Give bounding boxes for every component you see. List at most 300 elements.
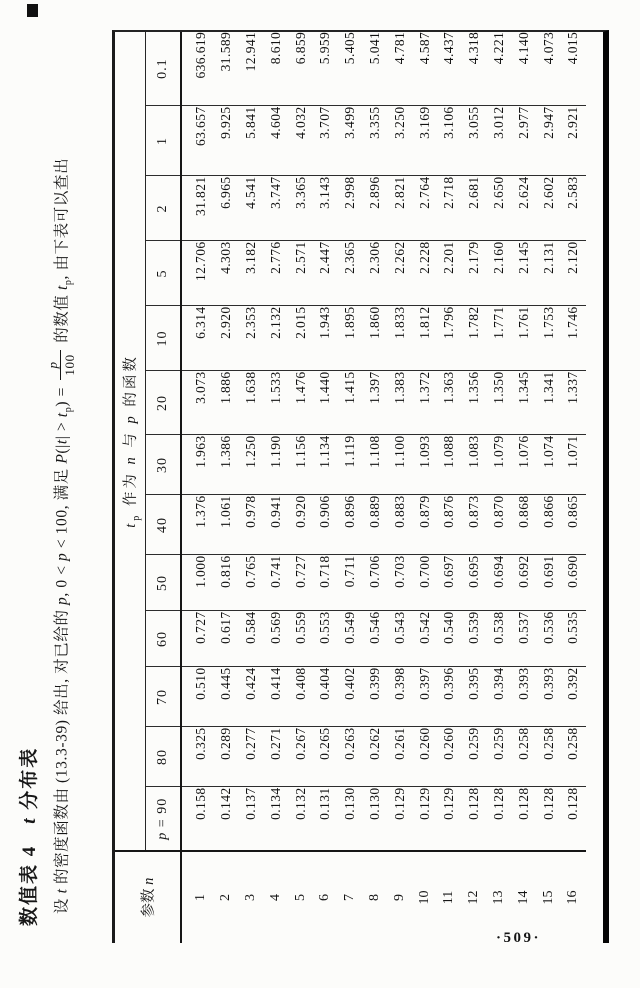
t-value-cell: 2.821 (387, 176, 412, 241)
t-value-cell: 0.261 (387, 727, 412, 787)
t-value-cell: 1.943 (313, 306, 338, 371)
t-value-cell: 0.393 (511, 667, 536, 727)
t-value-cell: 2.160 (487, 241, 512, 306)
table-row (561, 32, 586, 943)
t-value-cell: 0.711 (338, 555, 363, 611)
p-column-header: 70 (146, 667, 182, 727)
t-value-cell: 6.965 (214, 176, 239, 241)
t-value-cell: 0.134 (263, 787, 288, 851)
intro-text: , 由下表可以查出 (53, 157, 71, 280)
t-value-cell: 2.583 (561, 176, 586, 241)
header-var-n: n (122, 454, 139, 465)
t-value-cell: 3.365 (288, 176, 313, 241)
t-value-cell: 0.703 (387, 555, 412, 611)
p-column-header: 5 (146, 241, 182, 306)
t-value-cell: 0.325 (181, 727, 214, 787)
t-value-cell: 1.895 (338, 306, 363, 371)
t-value-cell: 0.289 (214, 727, 239, 787)
t-value-cell: 0.549 (338, 611, 363, 667)
t-value-cell: 4.140 (511, 32, 536, 106)
t-value-cell: 0.399 (363, 667, 388, 727)
t-value-cell: 0.132 (288, 787, 313, 851)
p-column-header: 10 (146, 306, 182, 371)
intro-text: | > (53, 417, 71, 440)
row-label-n: 16 (561, 851, 586, 943)
t-value-cell: 2.179 (462, 241, 487, 306)
t-value-cell: 2.228 (412, 241, 437, 306)
t-value-cell: 1.386 (214, 435, 239, 495)
row-label-n: 9 (387, 851, 412, 943)
t-value-cell: 0.868 (511, 495, 536, 555)
t-value-cell: 3.747 (263, 176, 288, 241)
table-row (487, 32, 512, 943)
t-value-cell: 0.414 (263, 667, 288, 727)
t-value-cell: 0.128 (462, 787, 487, 851)
t-value-cell: 1.088 (437, 435, 462, 495)
t-value-cell: 4.073 (536, 32, 561, 106)
intro-var: t (53, 439, 71, 445)
t-value-cell: 0.539 (462, 611, 487, 667)
t-value-cell: 636.619 (181, 32, 214, 106)
t-value-cell: 0.262 (363, 727, 388, 787)
t-value-cell: 0.741 (263, 555, 288, 611)
t-value-cell: 2.681 (462, 176, 487, 241)
t-value-cell: 0.695 (462, 555, 487, 611)
row-label-n: 3 (239, 851, 264, 943)
intro-text: ) = (53, 382, 71, 407)
t-value-cell: 0.142 (214, 787, 239, 851)
row-label-n: 13 (487, 851, 512, 943)
t-value-cell: 12.706 (181, 241, 214, 306)
t-value-cell: 3.055 (462, 106, 487, 176)
t-value-cell: 1.383 (387, 371, 412, 435)
t-value-cell: 0.546 (363, 611, 388, 667)
t-value-cell: 9.925 (214, 106, 239, 176)
t-value-cell: 1.397 (363, 371, 388, 435)
t-value-cell: 2.571 (288, 241, 313, 306)
t-value-cell: 1.372 (412, 371, 437, 435)
t-value-cell: 2.132 (263, 306, 288, 371)
corner-var-n: n (141, 877, 157, 885)
t-value-cell: 0.404 (313, 667, 338, 727)
t-value-cell: 2.365 (338, 241, 363, 306)
t-value-cell: 0.267 (288, 727, 313, 787)
t-value-cell: 1.363 (437, 371, 462, 435)
t-value-cell: 0.690 (561, 555, 586, 611)
t-value-cell: 1.079 (487, 435, 512, 495)
t-value-cell: 1.963 (181, 435, 214, 495)
t-value-cell: 0.258 (536, 727, 561, 787)
t-value-cell: 1.074 (536, 435, 561, 495)
t-value-cell: 0.129 (437, 787, 462, 851)
t-value-cell: 4.318 (462, 32, 487, 106)
t-value-cell: 0.865 (561, 495, 586, 555)
fraction-numerator: p (45, 361, 60, 369)
t-value-cell: 1.190 (263, 435, 288, 495)
row-label-n: 10 (412, 851, 437, 943)
t-value-cell: 1.337 (561, 371, 586, 435)
page-number: ·509· (496, 930, 542, 946)
t-value-cell: 3.355 (363, 106, 388, 176)
row-label-n: 1 (181, 851, 214, 943)
t-value-cell: 0.870 (487, 495, 512, 555)
t-value-cell: 2.306 (363, 241, 388, 306)
t-value-cell: 0.543 (387, 611, 412, 667)
t-base: t (53, 412, 71, 418)
t-value-cell: 6.859 (288, 32, 313, 106)
t-value-cell: 4.015 (561, 32, 586, 106)
t-value-cell: 2.131 (536, 241, 561, 306)
t-subscript: p (62, 279, 74, 286)
t-value-cell: 0.393 (536, 667, 561, 727)
p-column-header: 0.1 (146, 32, 182, 106)
t-value-cell: 0.542 (412, 611, 437, 667)
t-value-cell: 1.761 (511, 306, 536, 371)
t-value-cell: 2.947 (536, 106, 561, 176)
intro-text: 设 (53, 893, 71, 914)
t-sub-p (53, 406, 74, 418)
t-value-cell: 0.398 (387, 667, 412, 727)
row-label-n: 6 (313, 851, 338, 943)
table-description (45, 157, 78, 914)
t-value-cell: 0.727 (181, 611, 214, 667)
table-row (338, 32, 363, 943)
t-value-cell: 0.396 (437, 667, 462, 727)
table-row (288, 32, 313, 943)
t-value-cell: 3.707 (313, 106, 338, 176)
row-label-n: 11 (437, 851, 462, 943)
t-value-cell: 5.841 (239, 106, 264, 176)
p-column-header: 60 (146, 611, 182, 667)
p-column-header: 1 (146, 106, 182, 176)
t-value-cell: 1.345 (511, 371, 536, 435)
row-label-n: 12 (462, 851, 487, 943)
t-value-cell: 1.108 (363, 435, 388, 495)
t-value-cell: 0.128 (536, 787, 561, 851)
t-value-cell: 3.499 (338, 106, 363, 176)
p-header-row (146, 32, 182, 943)
t-value-cell: 0.137 (239, 787, 264, 851)
t-value-cell: 0.260 (412, 727, 437, 787)
t-value-cell: 0.536 (536, 611, 561, 667)
t-sub-p (53, 279, 74, 291)
spanning-header-text: 与 (122, 423, 139, 455)
t-value-cell: 2.015 (288, 306, 313, 371)
t-value-cell: 3.143 (313, 176, 338, 241)
t-value-cell: 2.776 (263, 241, 288, 306)
t-value-cell: 1.638 (239, 371, 264, 435)
t-value-cell: 63.657 (181, 106, 214, 176)
t-value-cell: 0.694 (487, 555, 512, 611)
t-value-cell: 0.978 (239, 495, 264, 555)
t-value-cell: 3.182 (239, 241, 264, 306)
t-value-cell: 0.718 (313, 555, 338, 611)
t-value-cell: 1.476 (288, 371, 313, 435)
fraction-denominator: 100 (60, 350, 76, 379)
t-value-cell: 1.356 (462, 371, 487, 435)
t-value-cell: 0.537 (511, 611, 536, 667)
t-value-cell: 0.879 (412, 495, 437, 555)
t-value-cell: 0.128 (487, 787, 512, 851)
table-row (313, 32, 338, 943)
t-value-cell: 0.129 (412, 787, 437, 851)
p-column-header: 20 (146, 371, 182, 435)
t-value-cell: 1.071 (561, 435, 586, 495)
title-text: 数值表 4 (19, 844, 40, 926)
t-value-cell: 4.781 (387, 32, 412, 106)
t-value-cell: 3.106 (437, 106, 462, 176)
t-value-cell: 12.941 (239, 32, 264, 106)
p-column-header: 50 (146, 555, 182, 611)
row-label-n: 5 (288, 851, 313, 943)
t-value-cell: 0.906 (313, 495, 338, 555)
t-value-cell: 0.394 (487, 667, 512, 727)
t-value-cell: 1.093 (412, 435, 437, 495)
t-distribution-table (115, 32, 586, 943)
t-value-cell: 0.896 (338, 495, 363, 555)
t-value-cell: 0.876 (437, 495, 462, 555)
t-value-cell: 2.920 (214, 306, 239, 371)
intro-var: t (53, 888, 71, 894)
t-value-cell: 1.771 (487, 306, 512, 371)
t-value-cell: 1.376 (181, 495, 214, 555)
row-label-n: 8 (363, 851, 388, 943)
t-value-cell: 0.259 (462, 727, 487, 787)
t-value-cell: 4.303 (214, 241, 239, 306)
t-value-cell: 5.959 (313, 32, 338, 106)
t-value-cell: 1.119 (338, 435, 363, 495)
t-value-cell: 0.706 (363, 555, 388, 611)
t-value-cell: 4.437 (437, 32, 462, 106)
t-value-cell: 31.589 (214, 32, 239, 106)
intro-text: 的数值 (53, 290, 71, 348)
row-label-n: 14 (511, 851, 536, 943)
t-value-cell: 0.920 (288, 495, 313, 555)
t-value-cell: 2.650 (487, 176, 512, 241)
table-row (214, 32, 239, 943)
intro-var: p (53, 552, 71, 561)
t-value-cell: 0.569 (263, 611, 288, 667)
t-value-cell: 0.510 (181, 667, 214, 727)
t-value-cell: 0.727 (288, 555, 313, 611)
t-value-cell: 1.533 (263, 371, 288, 435)
t-value-cell: 0.129 (387, 787, 412, 851)
t-value-cell: 0.271 (263, 727, 288, 787)
t-value-cell: 0.866 (536, 495, 561, 555)
t-value-cell: 2.998 (338, 176, 363, 241)
t-value-cell: 1.341 (536, 371, 561, 435)
t-value-cell: 0.158 (181, 787, 214, 851)
t-value-cell: 2.262 (387, 241, 412, 306)
t-value-cell: 2.201 (437, 241, 462, 306)
corner-label: 参数 (141, 884, 157, 918)
t-value-cell: 0.697 (437, 555, 462, 611)
header-var-p: p (155, 831, 170, 840)
t-value-cell: 31.821 (181, 176, 214, 241)
t-value-cell: 0.128 (561, 787, 586, 851)
t-value-cell: 1.061 (214, 495, 239, 555)
t-value-cell: 2.977 (511, 106, 536, 176)
table-header-row-1 (115, 32, 146, 943)
header-var-p: p (122, 413, 139, 424)
intro-var: p (53, 596, 71, 605)
t-value-cell: 3.073 (181, 371, 214, 435)
t-value-cell: 0.265 (313, 727, 338, 787)
t-value-cell: 1.782 (462, 306, 487, 371)
t-value-cell: 0.941 (263, 495, 288, 555)
title-variable-t: t (19, 816, 40, 824)
t-value-cell: 2.353 (239, 306, 264, 371)
t-value-cell: 0.263 (338, 727, 363, 787)
t-value-cell: 1.134 (313, 435, 338, 495)
t-value-cell: 0.392 (561, 667, 586, 727)
t-value-cell: 2.764 (412, 176, 437, 241)
t-subscript: p (62, 406, 74, 413)
t-value-cell: 2.145 (511, 241, 536, 306)
table-row (462, 32, 487, 943)
t-value-cell: 1.250 (239, 435, 264, 495)
t-table-body (181, 32, 586, 943)
table-row (511, 32, 536, 943)
t-value-cell: 2.624 (511, 176, 536, 241)
t-value-cell: 1.812 (412, 306, 437, 371)
t-value-cell: 0.538 (487, 611, 512, 667)
t-value-cell: 0.277 (239, 727, 264, 787)
t-value-cell: 0.816 (214, 555, 239, 611)
spanning-header-text: 的函数 (122, 354, 139, 414)
t-value-cell: 0.395 (462, 667, 487, 727)
fraction-p-over-100 (46, 350, 76, 379)
t-value-cell: 0.445 (214, 667, 239, 727)
t-base: t (122, 520, 139, 528)
t-value-cell: 3.169 (412, 106, 437, 176)
t-sub-p (122, 512, 142, 528)
t-value-cell: 0.584 (239, 611, 264, 667)
t-value-cell: 0.258 (511, 727, 536, 787)
t-value-cell: 1.415 (338, 371, 363, 435)
t-value-cell: 0.131 (313, 787, 338, 851)
table-row (387, 32, 412, 943)
intro-text: 的密度函数由 (13.3-39) 给出, 对已给的 (53, 604, 71, 889)
t-base: t (53, 285, 71, 291)
t-value-cell: 0.260 (437, 727, 462, 787)
t-value-cell: 0.397 (412, 667, 437, 727)
t-value-cell: 1.746 (561, 306, 586, 371)
spanning-header (115, 32, 146, 851)
p-column-header: 30 (146, 435, 182, 495)
p-column-header: 2 (146, 176, 182, 241)
t-value-cell: 3.012 (487, 106, 512, 176)
t-value-cell: 0.130 (363, 787, 388, 851)
t-value-cell: 0.402 (338, 667, 363, 727)
intro-text: < 100, 满足 (53, 463, 71, 553)
corner-header-parameter-n (115, 851, 181, 943)
t-value-cell: 0.692 (511, 555, 536, 611)
p-column-header: 40 (146, 495, 182, 555)
t-value-cell: 1.753 (536, 306, 561, 371)
t-value-cell: 4.587 (412, 32, 437, 106)
p-column-header: p = 90 (146, 787, 182, 851)
t-value-cell: 0.424 (239, 667, 264, 727)
intro-text: (| (53, 444, 71, 454)
row-label-n: 15 (536, 851, 561, 943)
t-value-cell: 2.718 (437, 176, 462, 241)
row-label-n: 7 (338, 851, 363, 943)
spanning-header-text: 作为 (122, 464, 139, 513)
t-value-cell: 0.258 (561, 727, 586, 787)
page-title (14, 747, 41, 926)
t-subscript: p (130, 512, 142, 521)
t-value-cell: 8.610 (263, 32, 288, 106)
t-value-cell: 4.604 (263, 106, 288, 176)
t-value-cell: 4.541 (239, 176, 264, 241)
t-value-cell: 1.000 (181, 555, 214, 611)
t-value-cell: 3.250 (387, 106, 412, 176)
table-row (412, 32, 437, 943)
t-value-cell: 4.221 (487, 32, 512, 106)
t-value-cell: 2.447 (313, 241, 338, 306)
t-value-cell: 1.860 (363, 306, 388, 371)
t-value-cell: 2.896 (363, 176, 388, 241)
t-value-cell: 0.130 (338, 787, 363, 851)
t-value-cell: 0.559 (288, 611, 313, 667)
t-value-cell: 5.041 (363, 32, 388, 106)
t-value-cell: 0.883 (387, 495, 412, 555)
title-text: 分布表 (19, 746, 40, 817)
table-row (437, 32, 462, 943)
probability-symbol: P (53, 453, 71, 464)
t-value-cell: 1.350 (487, 371, 512, 435)
t-value-cell: 0.128 (511, 787, 536, 851)
t-value-cell: 0.617 (214, 611, 239, 667)
t-value-cell: 0.873 (462, 495, 487, 555)
t-value-cell: 1.156 (288, 435, 313, 495)
t-value-cell: 1.886 (214, 371, 239, 435)
t-value-cell: 1.076 (511, 435, 536, 495)
t-value-cell: 0.259 (487, 727, 512, 787)
t-value-cell: 1.833 (387, 306, 412, 371)
t-value-cell: 2.921 (561, 106, 586, 176)
table-row (363, 32, 388, 943)
t-value-cell: 0.408 (288, 667, 313, 727)
p-column-header: 80 (146, 727, 182, 787)
t-value-cell: 0.540 (437, 611, 462, 667)
t-value-cell: 2.120 (561, 241, 586, 306)
t-value-cell: 0.535 (561, 611, 586, 667)
row-label-n: 4 (263, 851, 288, 943)
t-value-cell: 1.440 (313, 371, 338, 435)
t-value-cell: 6.314 (181, 306, 214, 371)
table-row (263, 32, 288, 943)
t-value-cell: 0.691 (536, 555, 561, 611)
t-value-cell: 1.100 (387, 435, 412, 495)
intro-text: , 0 < (53, 560, 71, 597)
table-row (181, 32, 214, 943)
t-value-cell: 1.083 (462, 435, 487, 495)
t-value-cell: 0.700 (412, 555, 437, 611)
t-value-cell: 1.796 (437, 306, 462, 371)
t-value-cell: 4.032 (288, 106, 313, 176)
t-value-cell: 0.553 (313, 611, 338, 667)
table-row (536, 32, 561, 943)
t-value-cell: 5.405 (338, 32, 363, 106)
t-value-cell: 0.889 (363, 495, 388, 555)
t-value-cell: 0.765 (239, 555, 264, 611)
row-label-n: 2 (214, 851, 239, 943)
t-distribution-table-frame (112, 30, 609, 943)
table-row (239, 32, 264, 943)
t-value-cell: 2.602 (536, 176, 561, 241)
